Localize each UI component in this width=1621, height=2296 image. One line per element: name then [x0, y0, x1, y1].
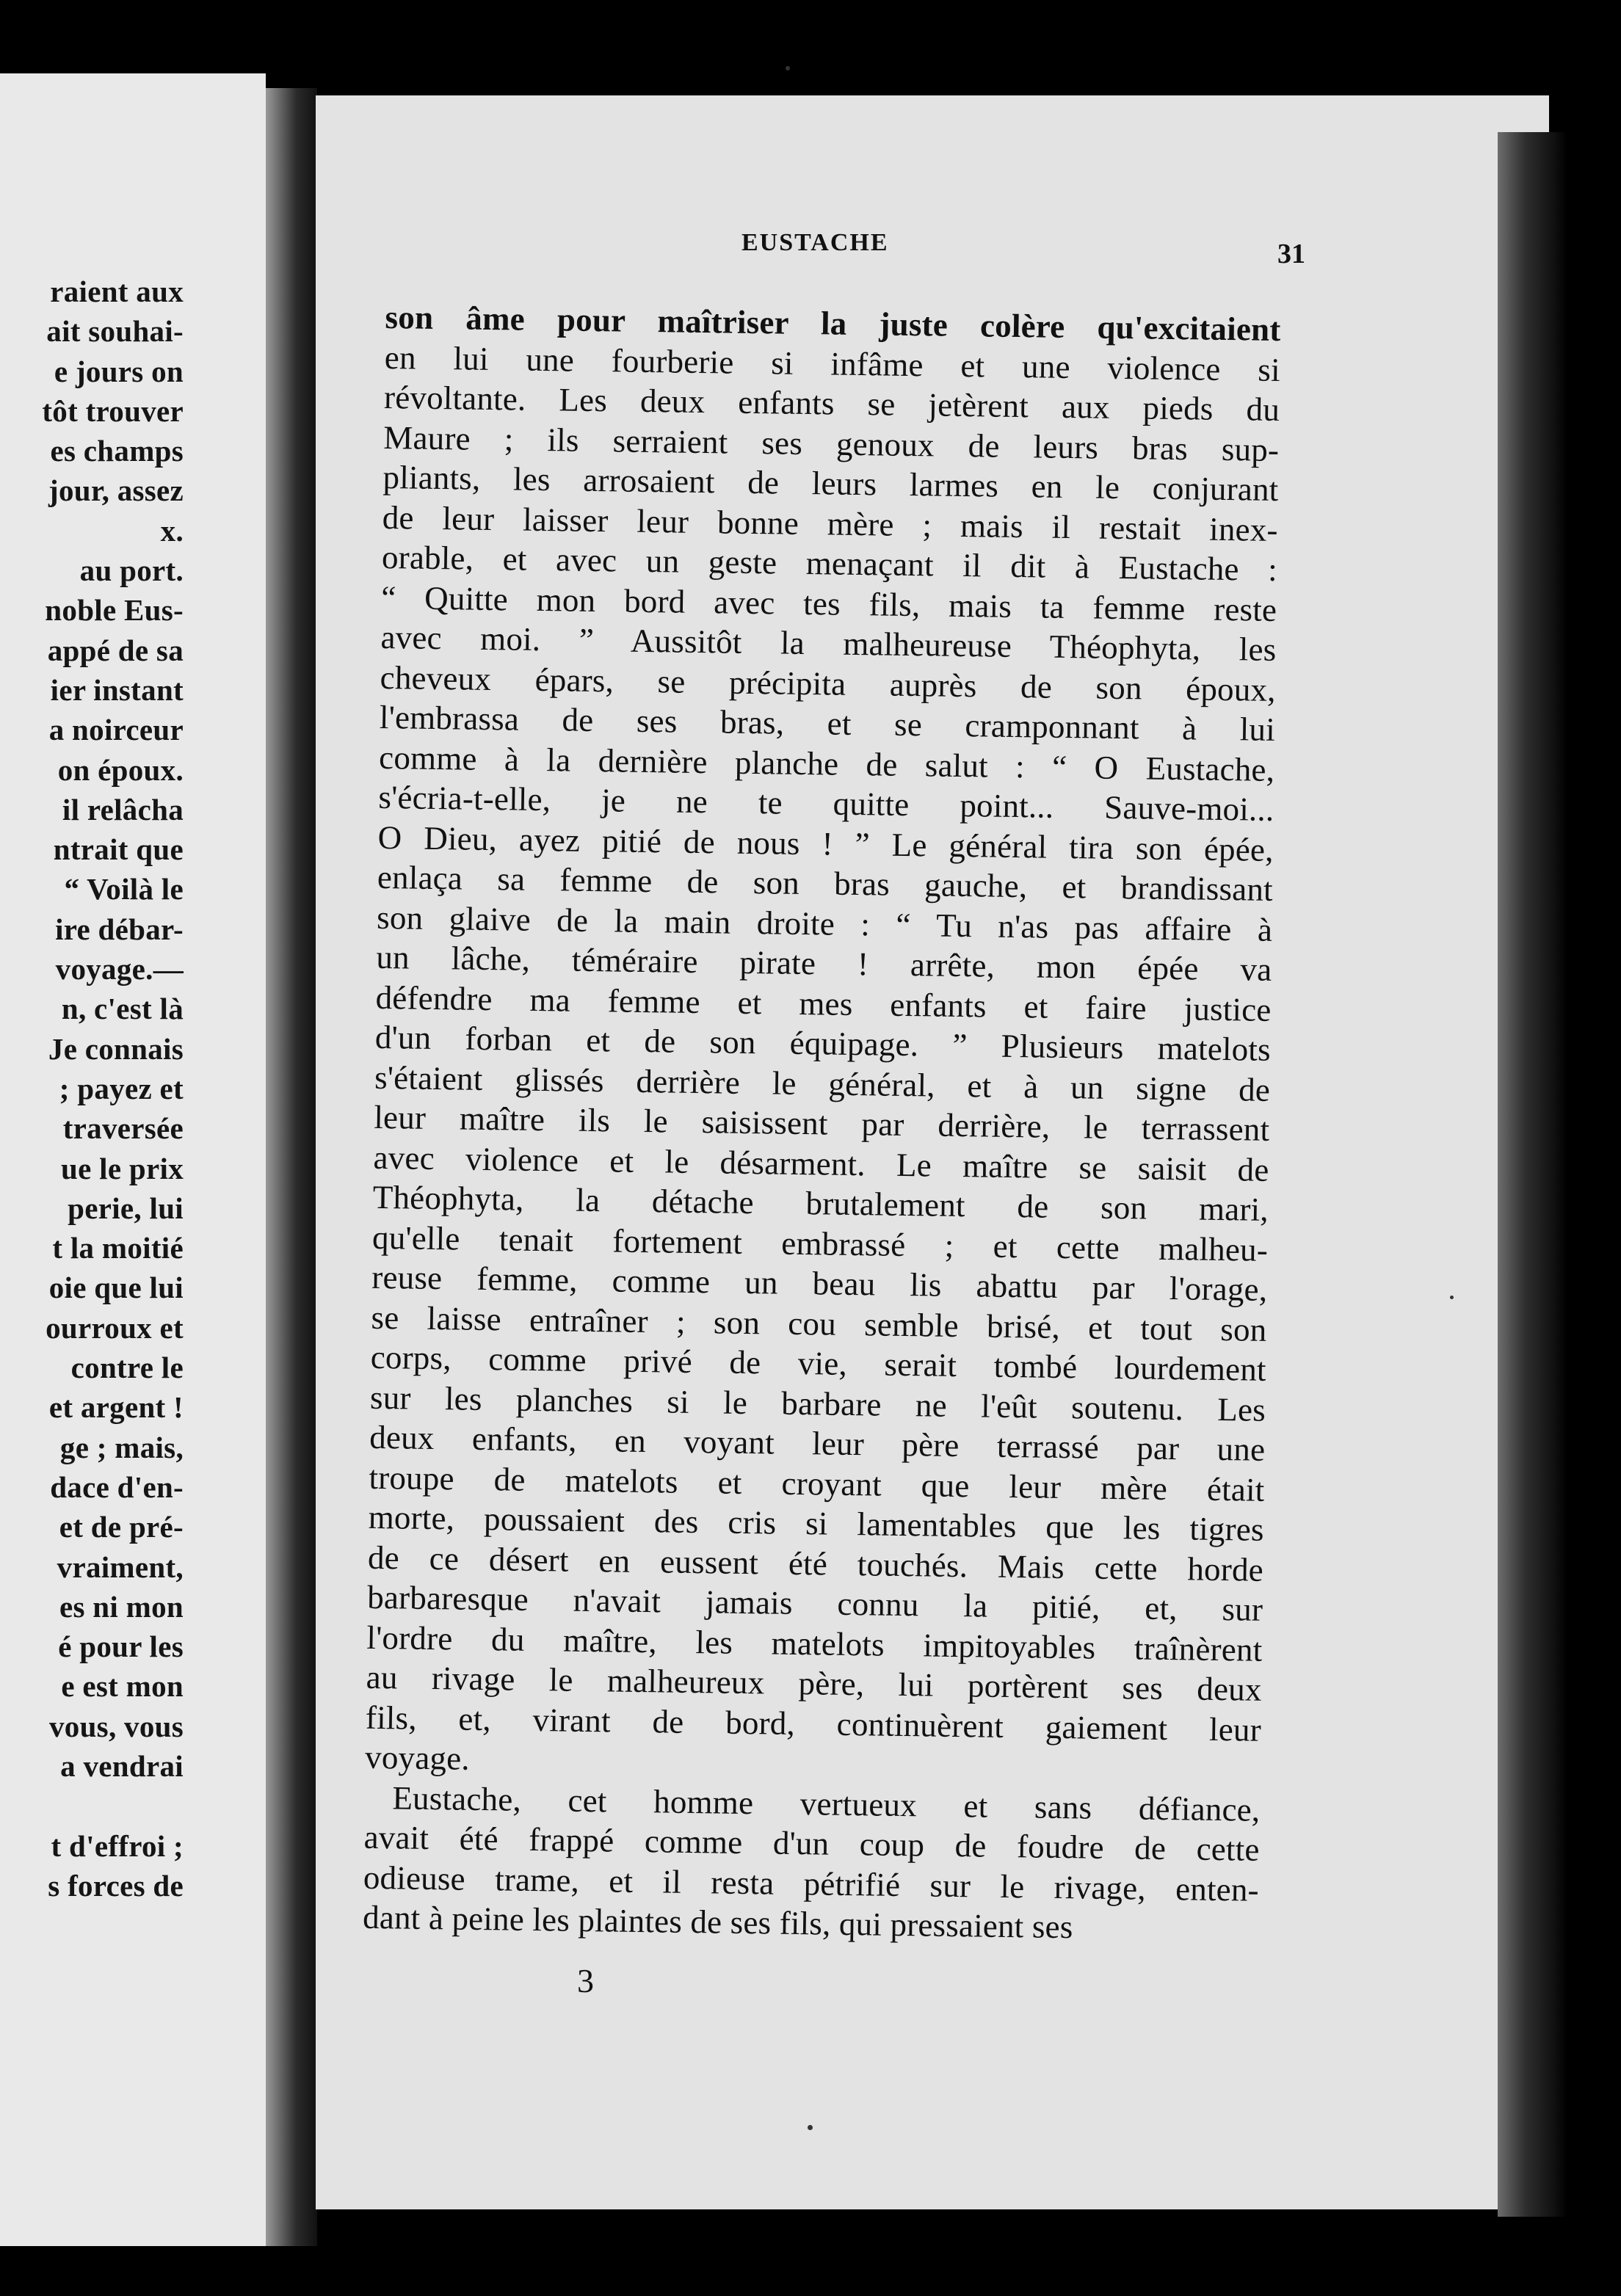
left-text-line: traversée: [62, 1111, 184, 1146]
text-line: deux enfants, en voyant leur père terrassé par une: [369, 1418, 1266, 1468]
text-line: qu'elle tenait fortement embrassé ; et cette malheu-: [371, 1218, 1269, 1268]
left-text-line: ge ; mais,: [59, 1430, 184, 1464]
left-text-line: raient aux: [50, 275, 184, 308]
text-line: cheveux épars, se précipita auprès de son époux,: [380, 658, 1277, 708]
left-text-line: e est mon: [61, 1669, 184, 1704]
signature-mark: 3: [577, 1962, 594, 1999]
left-text-line: Je connais: [48, 1031, 184, 1066]
text-line: O Dieu, ayez pitié de nous ! ” Le général tira son épée,: [377, 818, 1274, 868]
text-line: s'écria-t-elle, je ne te quitte point... Sauve-moi...: [378, 778, 1274, 828]
text-line: pliants, les arrosaient de leurs larmes en le conjurant: [382, 458, 1279, 509]
text-line: avec violence et le désarment. Le maître se saisit de: [373, 1138, 1269, 1188]
left-text-line: dace d'en-: [50, 1469, 184, 1504]
text-line: l'embrassa de ses bras, et se cramponnant à lui: [379, 698, 1276, 748]
left-text-line: et argent !: [48, 1390, 184, 1425]
left-text-line: oie que lui: [48, 1271, 184, 1305]
text-line: un lâche, téméraire pirate ! arrête, mon épée va: [376, 938, 1272, 988]
text-line: son âme pour maîtriser la juste colère qu'excitaient: [385, 298, 1281, 349]
left-text-line: n, c'est là: [61, 992, 184, 1026]
left-text-line: appé de sa: [47, 633, 184, 667]
left-text-line: voyage.—: [55, 952, 184, 987]
text-line: sur les planches si le barbare ne l'eût soutenu. Les: [369, 1378, 1266, 1428]
left-text-line: jour, assez: [48, 473, 184, 508]
book-gutter: [266, 88, 317, 2246]
text-line: de leur laisser leur bonne mère ; mais il restait inex-: [382, 498, 1279, 548]
running-header: EUSTACHE: [741, 229, 889, 256]
left-text-line: on époux.: [57, 752, 184, 787]
left-text-line: e jours on: [54, 354, 184, 388]
left-text-line: il relâcha: [62, 792, 184, 827]
text-line: défendre ma femme et mes enfants et faire justice: [375, 978, 1272, 1028]
left-text-line: ire débar-: [55, 912, 184, 946]
text-line: morte, poussaient des cris si lamentables que les tigres: [368, 1498, 1265, 1548]
text-line: avait été frappé comme d'un coup de foudre de cette: [363, 1818, 1260, 1868]
page-edge-shadow: [1498, 132, 1567, 2217]
left-text-line: ; payez et: [59, 1071, 184, 1105]
text-line: d'un forban et de son équipage. ” Plusieurs matelots: [374, 1018, 1272, 1068]
left-text-line: a vendrai: [60, 1748, 184, 1783]
left-text-line: “ Voilà le: [64, 872, 184, 907]
left-text-line: t d'effroi ;: [51, 1828, 184, 1863]
text-line: Théophyta, la détache brutalement de son mari,: [372, 1178, 1269, 1228]
left-text-line: ier instant: [50, 672, 184, 707]
left-page-text: [0, 272, 184, 1906]
text-line: de ce désert en eussent été touchés. Mais cette horde: [367, 1538, 1264, 1588]
text-line: comme à la dernière planche de salut : “ O Eustache,: [378, 738, 1275, 788]
left-text-line: vous, vous: [48, 1709, 184, 1743]
text-line: en lui une fourberie si infâme et une violence si: [384, 338, 1281, 388]
left-text-line: au port.: [79, 553, 184, 588]
left-text-line: perie, lui: [68, 1191, 184, 1225]
text-line: s'étaient glissés derrière le général, et à un signe de: [374, 1058, 1271, 1108]
speck: [786, 66, 790, 70]
text-line: corps, comme privé de vie, serait tombé lourdement: [370, 1338, 1267, 1388]
text-line: troupe de matelots et croyant que leur mère était: [369, 1458, 1265, 1508]
text-line: barbaresque n'avait jamais connu la pitié, et, sur: [366, 1578, 1263, 1628]
body-text: [363, 297, 1281, 1950]
text-line: “ Quitte mon bord avec tes fils, mais ta femme reste: [380, 578, 1277, 628]
speck: [808, 2125, 813, 2130]
left-text-line: [0, 1786, 184, 1825]
left-text-line: t la moitié: [52, 1231, 184, 1265]
page-number: 31: [1277, 239, 1305, 269]
left-text-line: contre le: [70, 1351, 184, 1385]
left-text-line: a noirceur: [48, 713, 184, 747]
left-text-line: ait souhai-: [46, 314, 184, 349]
left-text-line: s forces de: [48, 1868, 184, 1903]
left-text-line: ue le prix: [61, 1151, 184, 1185]
text-line: leur maître ils le saisissent par derrière, le terrassent: [374, 1098, 1270, 1148]
text-line: l'ordre du maître, les matelots impitoyables traînèrent: [366, 1619, 1263, 1668]
speck: [1450, 1296, 1454, 1299]
left-text-line: é pour les: [58, 1630, 184, 1664]
left-text-line: et de pré-: [59, 1510, 184, 1544]
text-line: odieuse trame, et il resta pétrifié sur le rivage, enten-: [363, 1859, 1260, 1908]
left-text-line: vraiment,: [57, 1550, 184, 1584]
text-line: au rivage le malheureux père, lui portèrent ses deux: [366, 1658, 1262, 1708]
text-line: orable, et avec un geste menaçant il dit à Eustache :: [381, 538, 1278, 588]
left-text-line: ourroux et: [46, 1310, 184, 1345]
left-text-line: ntrait que: [53, 832, 184, 867]
text-line: Eustache, cet homme vertueux et sans défiance,: [392, 1779, 1261, 1828]
text-line: reuse femme, comme un beau lis abattu par l'orage,: [371, 1258, 1268, 1308]
text-line: révoltante. Les deux enfants se jetèrent aux pieds du: [383, 378, 1280, 429]
text-line: fils, et, virant de bord, continuèrent gaiement leur: [365, 1699, 1262, 1748]
text-line: dant à peine les plaintes de ses fils, qui pressaient ses: [362, 1898, 1073, 1946]
text-line: enlaça sa femme de son bras gauche, et brandissant: [377, 858, 1274, 908]
text-line: se laisse entraîner ; son cou semble brisé, et tout son: [371, 1298, 1267, 1348]
left-text-line: es ni mon: [59, 1589, 184, 1624]
left-text-line: x.: [160, 513, 184, 548]
text-line: avec moi. ” Aussitôt la malheureuse Théophyta, les: [380, 618, 1277, 668]
text-line: son glaive de la main droite : “ Tu n'as pas affaire à: [376, 898, 1273, 948]
left-text-line: es champs: [50, 434, 184, 468]
text-line: voyage.: [364, 1738, 471, 1777]
left-text-line: noble Eus-: [45, 593, 184, 628]
left-text-line: tôt trouver: [42, 393, 184, 428]
text-line: Maure ; ils serraient ses genoux de leurs bras sup-: [382, 418, 1280, 468]
left-page: [0, 73, 266, 2246]
